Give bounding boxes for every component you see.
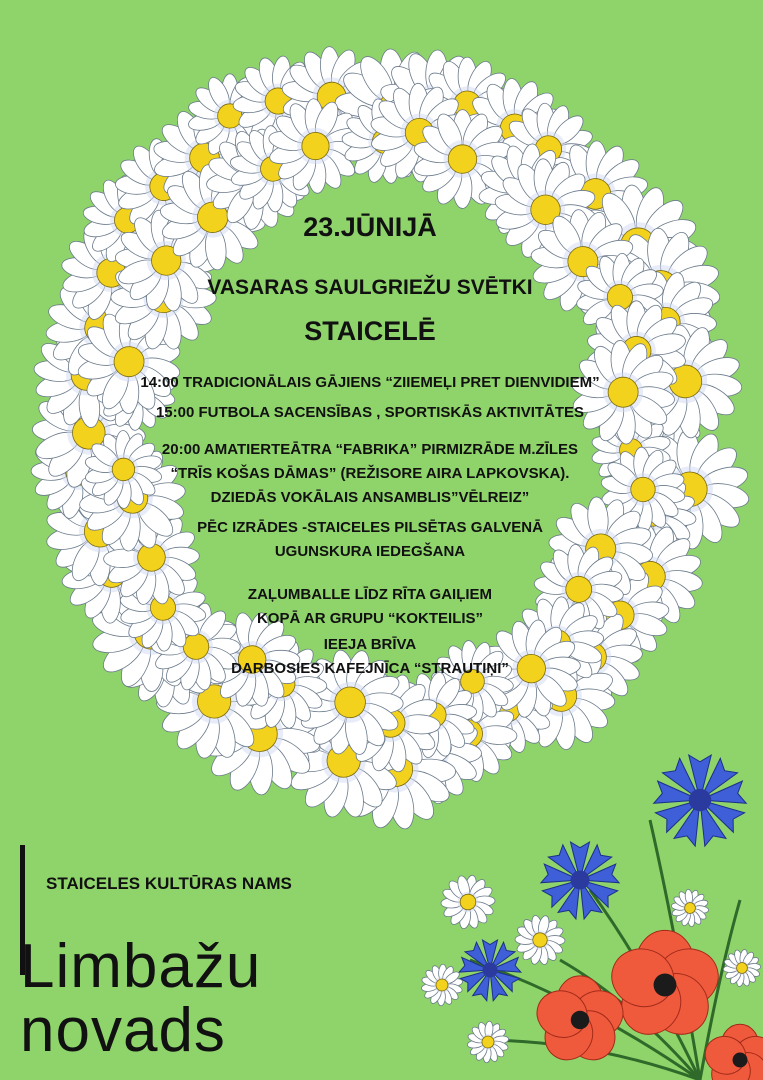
limbazu-novads-logo [20,932,262,1065]
schedule-item-procession: 14:00 TRADICIONĀLAIS GĀJIENS “ZIIEMEĻI PRET DIENVIDIEM” [140,374,600,391]
schedule-line: UGUNSKURA IEDEGŠANA [274,543,466,560]
event-title: VASARAS SAULGRIEŽU SVĒTKI [207,276,533,299]
schedule-line: KOPĀ AR GRUPU “KOKTEILIS” [256,610,484,627]
schedule-item-entry [110,633,630,681]
schedule-line: IEEJA BRĪVA [323,636,417,653]
organizer-name: STAICELES KULTŪRAS NAMS [46,874,292,893]
schedule-line: “TRĪS KOŠAS DĀMAS” (REŽISORE AIRA LAPKOVSKA). [170,465,570,482]
schedule-line: ZAĻUMBALLE LĪDZ RĪTA GAIĻIEM [247,586,493,603]
schedule-line: 20:00 AMATIERTEĀTRA “FABRIKA” PIRMIZRĀDE M.ZĪLES [161,441,579,458]
schedule-item-theatre [110,438,630,510]
schedule-line: DZIEDĀS VOKĀLAIS ANSAMBLIS”VĒLREIZ” [210,489,530,506]
event-date: 23.JŪNIJĀ [303,212,437,242]
logo-line: Limbažu [20,932,262,1001]
event-location: STAICELĒ [304,316,436,346]
schedule-item-football: 15:00 FUTBOLA SACENSĪBAS , SPORTISKĀS AKTIVITĀTES [155,404,585,421]
schedule-item-bonfire [110,516,630,564]
logo-line: novads [20,996,226,1065]
schedule-line: DARBOSIES KAFEJNĪCA “STRAUTIŅI” [231,660,509,677]
schedule-line: PĒC IZRĀDES -STAICELES PILSĒTAS GALVENĀ [197,519,543,536]
schedule-item-dance [110,583,630,631]
